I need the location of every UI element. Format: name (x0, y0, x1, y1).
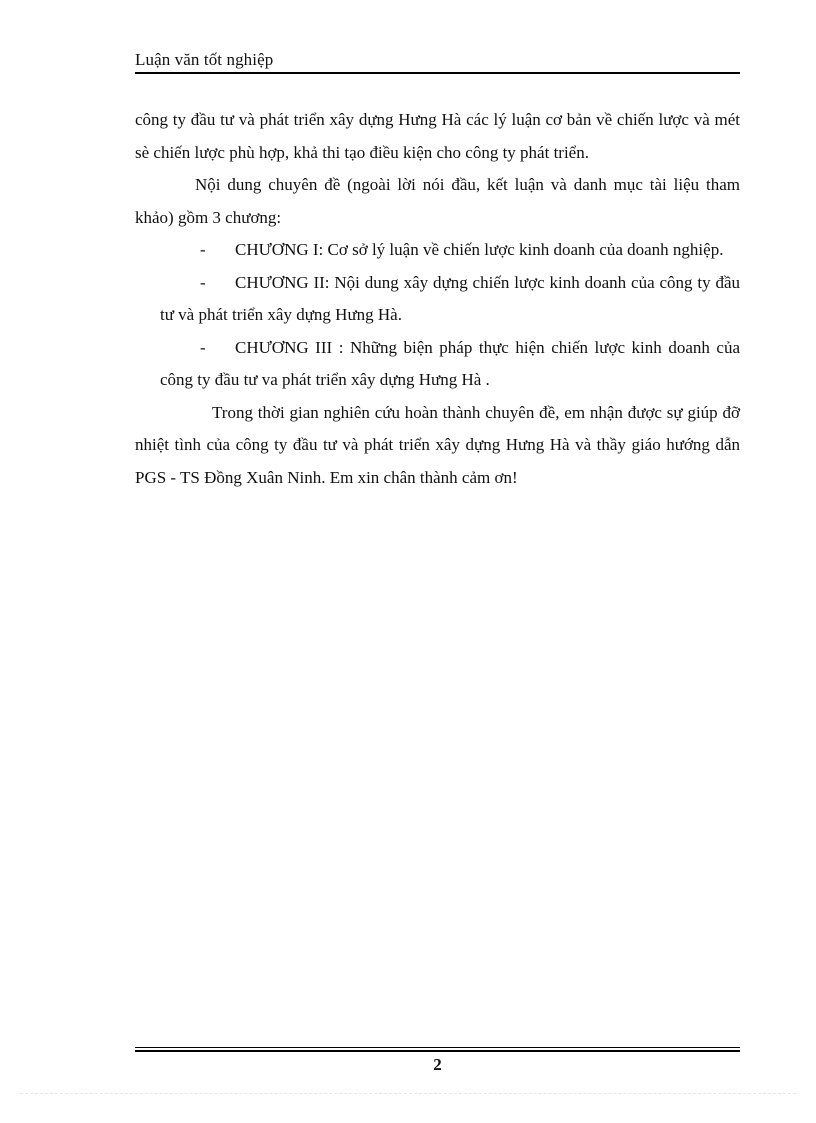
chapter-list-item-2 (160, 267, 740, 332)
chapter-1-text: CHƯƠNG I: Cơ sở lý luận về chiến lược kinh doanh của doanh nghiệp. (235, 240, 724, 259)
list-dash: - (200, 272, 206, 292)
list-dash: - (200, 240, 206, 259)
chapter-list-item-3 (160, 332, 740, 397)
footer-rule-thick (135, 1050, 740, 1052)
list-dash: - (200, 337, 206, 357)
paragraph-acknowledgement: Trong thời gian nghiên cứu hoàn thành chuyên đề, em nhận được sự giúp đỡ nhiệt tình của công ty đầu tư và phát triển xây dựng Hưng Hà và thầy giáo hướng dẫn PGS - TS Đồng Xuân Ninh. Em xin chân thành cảm ơn! (135, 402, 740, 487)
chapter-3-text: CHƯƠNG III : Những biện pháp thực hiện chiến lược kinh doanh của công ty đầu tư va phát triển xây dựng Hưng Hà . (160, 337, 740, 389)
chapter-list-item-1 (160, 234, 740, 267)
chapter-2-text: CHƯƠNG II: Nội dung xây dựng chiến lược kinh doanh của công ty đầu tư và phát triển xây dựng Hưng Hà. (160, 272, 740, 324)
paragraph-intro-continuation: công ty đầu tư và phát triển xây dựng Hưng Hà các lý luận cơ bản về chiến lược và mét sè chiến lược phù hợp, khả thi tạo điều kiện cho công ty phát triển. (135, 110, 740, 162)
header-title: Luận văn tốt nghiệp (135, 50, 274, 69)
footer-rule-thin (135, 1047, 740, 1048)
page-number: 2 (433, 1055, 442, 1074)
page-edge-divider (20, 1093, 796, 1094)
document-body (135, 104, 740, 494)
page-header (135, 48, 740, 74)
paragraph-contents-overview: Nội dung chuyên đề (ngoài lời nói đầu, kết luận và danh mục tài liệu tham khảo) gồm 3 chương: (135, 175, 740, 227)
